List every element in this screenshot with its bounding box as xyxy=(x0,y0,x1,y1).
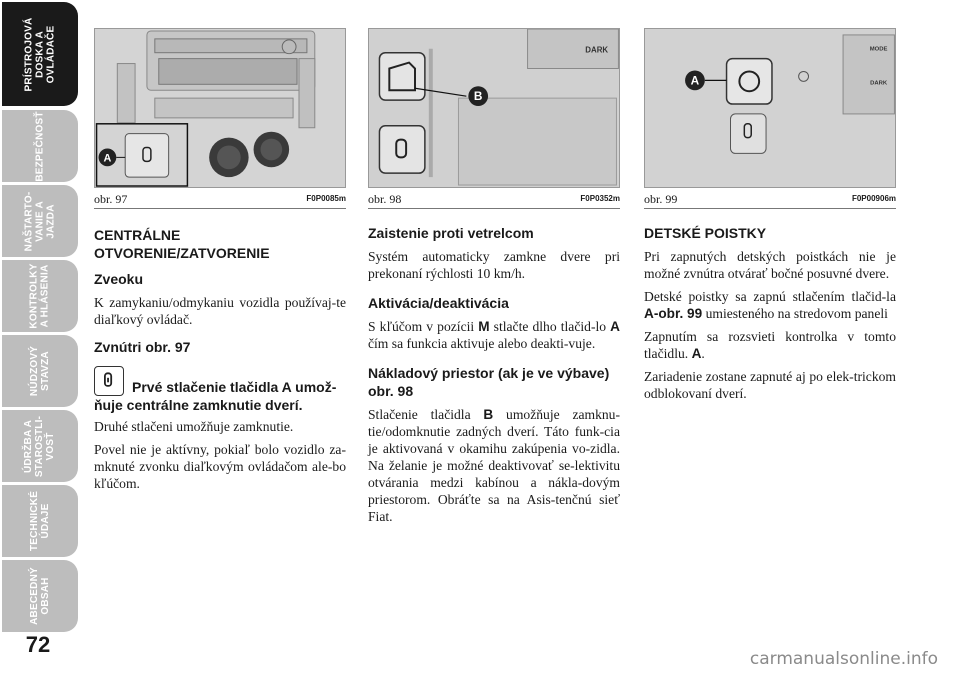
text-fragment: umiesteného na stredovom paneli xyxy=(705,306,888,321)
lock-button-icon xyxy=(94,366,124,396)
heading-child-locks: DETSKÉ POISTKY xyxy=(644,225,767,241)
tab-label: ABECEDNÝ OBSAH xyxy=(29,567,51,625)
page-number: 72 xyxy=(25,632,51,657)
dashboard-center-console-illustration xyxy=(95,29,345,187)
para-child-locks-note: Zariadenie zostane zapnuté aj po elek-trickom odblokovaní dverí. xyxy=(644,369,896,401)
tab-label: KONTROLKY A HLÁSENIA xyxy=(28,263,51,329)
tab-label: TECHNICKÉ ÚDAJE xyxy=(28,490,51,552)
text-fragment: Zapnutím sa rozsvieti kontrolka v tomto tlačidlu. xyxy=(644,329,896,361)
para-activation xyxy=(368,318,620,352)
para-cargo xyxy=(368,406,620,525)
watermark: carmanualsonline.info xyxy=(749,649,938,669)
heading-inside: Zvnútri obr. 97 xyxy=(94,339,191,355)
text-fragment: stlačte dlho tlačid-lo xyxy=(493,319,607,334)
lock-icon xyxy=(95,367,122,394)
figure-98-caption: obr. 98 xyxy=(368,192,402,206)
figure-98-dark-label: DARK xyxy=(585,45,609,55)
column-central-locking xyxy=(94,224,346,498)
lead-first-press-text: Prvé stlačenie tlačidla A umož-ňuje centrálne zamknutie dverí. xyxy=(94,379,337,413)
figure-99-rule xyxy=(644,208,896,209)
column-child-locks xyxy=(644,224,896,408)
ref-m: M xyxy=(478,319,490,334)
tab-udrzba[interactable] xyxy=(2,410,78,482)
heading-outside: Zveoku xyxy=(94,271,144,287)
tab-nastartovanie[interactable] xyxy=(2,185,78,257)
heading-central-locking: CENTRÁLNE OTVORENIE/ZATVORENIE xyxy=(94,227,270,261)
tab-bezpecnost[interactable] xyxy=(2,110,78,182)
para-outside: K zamykaniu/odmykaniu vozidla používaj-te diaľkový ovládač. xyxy=(94,295,346,327)
figure-99-dark-label: DARK xyxy=(870,80,888,87)
tab-nudzovy-stav[interactable] xyxy=(2,335,78,407)
figure-99-caption-row xyxy=(644,192,896,208)
para-child-locks-light xyxy=(644,328,896,362)
para-second-press: Druhé stlačeni umožňuje zamknutie. xyxy=(94,419,294,434)
text-fragment: . xyxy=(701,346,705,361)
para-child-locks-switch xyxy=(644,288,896,322)
figure-99-mode-label: MODE xyxy=(869,46,888,53)
figure-97-image xyxy=(94,28,346,188)
figure-97-caption: obr. 97 xyxy=(94,192,128,206)
figure-97-code: F0P0085m xyxy=(306,194,346,203)
text-fragment: S kľúčom v pozícii xyxy=(368,319,475,334)
para-anti-intrusion: Systém automaticky zamkne dvere pri prekonaní rýchlosti 10 km/h. xyxy=(368,249,620,281)
figure-97-caption-row xyxy=(94,192,346,208)
text-fragment: umožňuje zamknu-tie/odomknutie zadných dverí. Táto funk-cia je aktivovaná v okamihu zakúpenia vo-zidla. Na želanie je možné deaktivovať se-lektivitu otvárania medzi kabínou a nákla-dovým priestorom. Obráťte sa na Asis-tenčnú sieť Fiat. xyxy=(368,407,620,524)
heading-activation: Aktivácia/deaktivácia xyxy=(368,295,509,311)
text-fragment: Stlačenie tlačidla xyxy=(368,407,471,422)
tab-label: NÚDZOVÝ STAVZA xyxy=(28,345,51,397)
figure-97-marker: A xyxy=(103,152,112,165)
column-anti-intrusion xyxy=(368,224,620,531)
tab-pristrojova-doska[interactable] xyxy=(2,2,78,106)
tab-label: NAŠTARTO- VANIE A JAZDA xyxy=(23,191,57,251)
lead-first-press xyxy=(94,366,346,414)
tab-label: ÚDRŽBA A STAROSTLI- VOSŤ xyxy=(23,415,57,477)
text-fragment: čím sa funkcia aktivuje alebo deakti-vuje. xyxy=(368,336,596,351)
ref-a-fig-99: A-obr. 99 xyxy=(644,306,703,321)
ref-a: A xyxy=(610,319,620,334)
ref-a: A xyxy=(691,346,702,361)
tab-label: BEZPEČNOSŤ xyxy=(34,110,46,182)
tab-technicke-udaje[interactable] xyxy=(2,485,78,557)
tab-kontrolky[interactable] xyxy=(2,260,78,332)
figure-99-code: F0P00906m xyxy=(851,194,896,203)
ref-b: B xyxy=(483,407,494,422)
figure-99-image xyxy=(644,28,896,188)
para-child-locks-intro: Pri zapnutých detských poistkách nie je možné zvnútra otvárať bočné posuvné dvere. xyxy=(644,249,896,281)
figure-99-marker: A xyxy=(690,73,700,88)
section-tabs xyxy=(0,0,80,677)
figure-97-rule xyxy=(94,208,346,209)
figure-98-caption-row xyxy=(368,192,620,208)
figure-99-caption: obr. 99 xyxy=(644,192,678,206)
text-fragment: Detské poistky sa zapnú stlačením tlačid-la xyxy=(644,289,896,304)
tab-abecedny-obsah[interactable] xyxy=(2,560,78,632)
cargo-lock-button-illustration xyxy=(369,29,619,187)
figure-98-code: F0P0352m xyxy=(580,194,620,203)
heading-cargo: Nákladový priestor (ak je ve výbave) obr. 98 xyxy=(368,365,610,399)
figure-98-rule xyxy=(368,208,620,209)
heading-anti-intrusion: Zaistenie proti vetrelcom xyxy=(368,225,534,241)
para-command-inactive: Povel nie je aktívny, pokiaľ bolo vozidlo za-mknuté zvonku diaľkovým ovládačom ale-bo kľúčom. xyxy=(94,442,346,491)
figure-98-marker: B xyxy=(473,89,483,104)
figure-98-image xyxy=(368,28,620,188)
tab-label: PRÍSTROJOVÁ DOSKA A OVLÁDAČE xyxy=(23,17,57,91)
child-lock-button-illustration xyxy=(645,29,895,187)
